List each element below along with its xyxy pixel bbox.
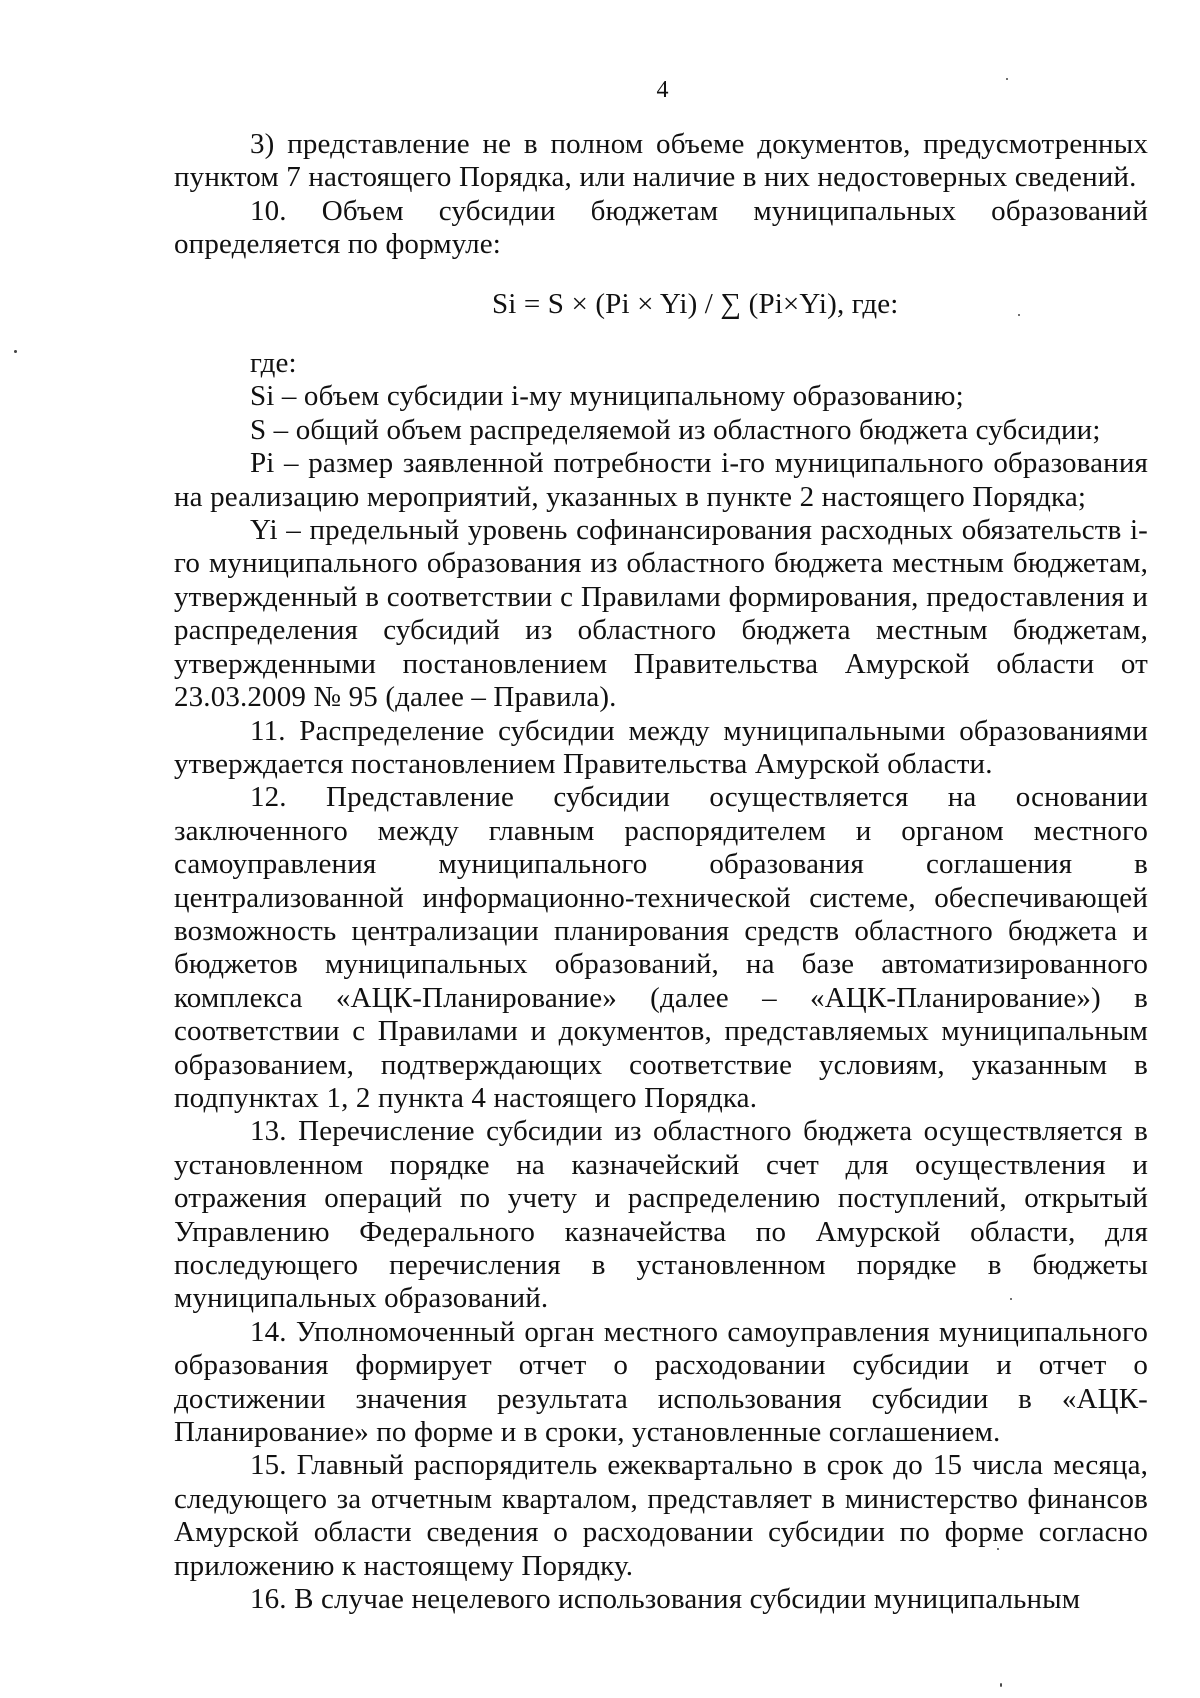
scan-speck bbox=[997, 1548, 999, 1550]
paragraph-item-3: 3) представление не в полном объеме документов, предусмотренных пунктом 7 настоящего Порядка, или наличие в них недостоверных сведений. bbox=[174, 128, 1148, 194]
paragraph-12: 12. Представление субсидии осуществляется на основании заключенного между главным распорядителем и органом местного самоуправления муниципального образования соглашения в централизованной информационно-технической системе, обеспечивающей возможность централизации планирования средств областного бюджета и бюджетов муниципальных образований, на базе автоматизированного комплекса «АЦК-Планирование» (далее – «АЦК-Планирование») в соответствии с Правилами и документов, представляемых муниципальным образованием, подтверждающих соответствие условиям, указанным в подпунктах 1, 2 пункта 4 настоящего Порядка. bbox=[174, 781, 1148, 1114]
where-label: где: bbox=[250, 347, 297, 380]
scan-speck bbox=[1006, 78, 1008, 80]
paragraph-13: 13. Перечисление субсидии из областного бюджета осуществляется в установленном порядке на казначейский счет для осуществления и отражения операций по учету и распределению поступлений, открытый Управлению Федерального казначейства по Амурской области, для последующего перечисления в установленном порядке в бюджеты муниципальных образований. bbox=[174, 1115, 1148, 1315]
subsidy-formula: Si = S × (Pi × Yi) / ∑ (Pi×Yi), где: bbox=[492, 287, 899, 320]
paragraph-15: 15. Главный распорядитель ежеквартально в срок до 15 числа месяца, следующего за отчетным кварталом, представляет в министерство финансов Амурской области сведения о расходовании субсидии по форме согласно приложению к настоящему Порядку. bbox=[174, 1449, 1148, 1582]
definition-pi: Pi – размер заявленной потребности i-го муниципального образования на реализацию мероприятий, указанных в пункте 2 настоящего Порядка; bbox=[174, 447, 1148, 513]
page-number: 4 bbox=[656, 77, 669, 103]
definition-si: Si – объем субсидии i-му муниципальному образованию; bbox=[250, 380, 964, 413]
paragraph-16: 16. В случае нецелевого использования субсидии муниципальным bbox=[250, 1583, 1081, 1616]
document-body bbox=[174, 128, 1148, 1616]
scan-speck bbox=[1010, 1298, 1012, 1300]
paragraph-14: 14. Уполномоченный орган местного самоуправления муниципального образования формирует отчет о расходовании субсидии и отчет о достижении значения результата использования субсидии в «АЦК-Планирование» по форме и в сроки, установленные соглашением. bbox=[174, 1315, 1148, 1449]
scan-speck bbox=[1000, 1683, 1002, 1687]
scan-speck bbox=[14, 350, 17, 353]
definition-yi: Yi – предельный уровень софинансирования расходных обязательств i-го муниципального образования из областного бюджета местным бюджетам, утвержденный в соответствии с Правилами формирования, предоставления и распределения субсидий из областного бюджета местным бюджетам, утвержденными постановлением Правительства Амурской области от 23.03.2009 № 95 (далее – Правила). bbox=[174, 514, 1148, 714]
paragraph-11: 11. Распределение субсидии между муниципальными образованиями утверждается постановлением Правительства Амурской области. bbox=[174, 714, 1148, 780]
definition-s: S – общий объем распределяемой из областного бюджета субсидии; bbox=[250, 413, 1101, 446]
paragraph-10: 10. Объем субсидии бюджетам муниципальных образований определяется по формуле: bbox=[174, 194, 1148, 261]
scan-speck bbox=[1018, 314, 1020, 316]
